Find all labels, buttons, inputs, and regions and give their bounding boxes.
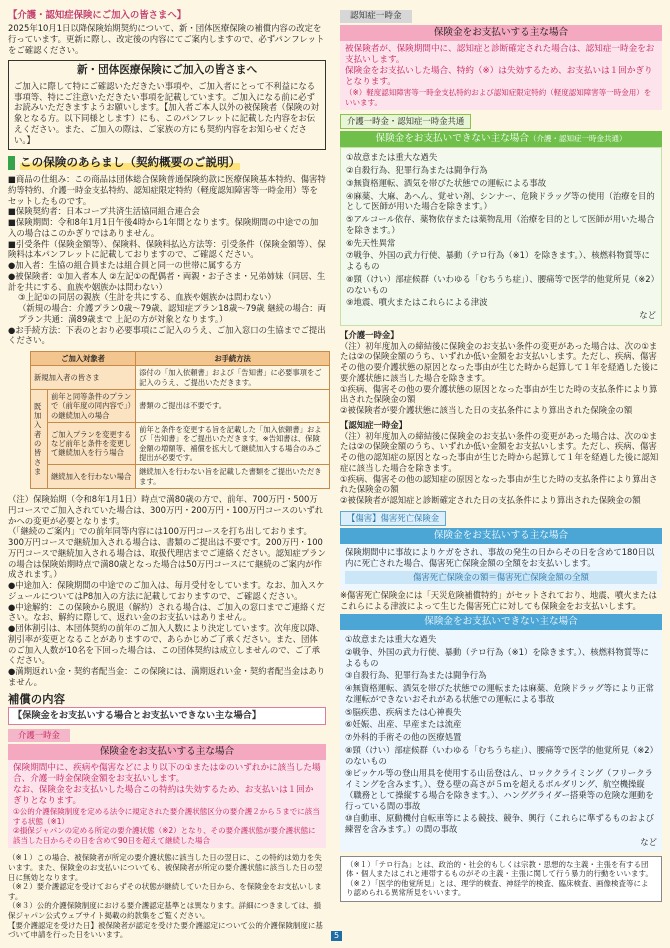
- summary-list: [8, 174, 326, 346]
- kaigo-section-title: 【介護一時金】: [340, 329, 399, 340]
- ninchi-section-item: ①疾病、傷害その他の認知症の原因となった事由が生じた時の支払条件により算出された保険金の額: [340, 473, 658, 495]
- kaigo-pay-text: ①公的介護保険制度を定める法令に規定された要介護状態区分の要介護２から５までに該当する状態（※1）: [13, 806, 320, 826]
- exclusion-item: ⑦外科的手術その他の医療処置: [345, 732, 462, 742]
- summary-item: ③上記①の同居の親族（生計を共にする、血族や姻族かは問わない）: [18, 292, 276, 303]
- kaigo-pay-bar: 保険金をお支払いする主な場合: [8, 744, 326, 760]
- ninchi-pay-text: 保険金をお支払いした場合、特約（※）は失効するため、お支払いは１回かぎりとなります。: [345, 66, 653, 88]
- exclusion-item: ④無資格運転、酒気を帯びた状態での運転または麻薬、危険ドラッグ等により正常な運転ができないおそれがある状態での運転による事故: [345, 683, 654, 704]
- shogai-formula: 傷害死亡保険金の額＝傷害死亡保険金額の全額: [345, 571, 657, 584]
- shogai-pay-bar: 保険金をお支払いする主な場合: [340, 528, 662, 544]
- note-item: （※１）この場合、被保険者が所定の要介護状態に該当した日の翌日に、この特約は効力を失います。また、保険金のお支払いについても、被保険者が所定の要介護状態に該当した日の翌日に無効となります。: [8, 853, 323, 882]
- shogai-exclusion-list: [340, 630, 662, 852]
- kaigo-label: 介護一時金: [8, 729, 70, 742]
- exclusion-item: ②自殺行為、犯罪行為または闘争行為: [346, 165, 488, 176]
- kaigo-section-item: ②被保険者が要介護状態に該当した日の支払条件により算出された保険金の額: [340, 405, 633, 416]
- ninchi-pay-note: （※）軽度認知障害等一時金支払特約および認知症限定特約（軽度認知障害等一時金用）をいいます。: [345, 88, 652, 107]
- footnote-box: [340, 856, 662, 902]
- exclusion-item: ①故意または重大な過失: [346, 152, 438, 163]
- ninchi-section-title: 【認知症一時金】: [340, 419, 407, 430]
- kaigo-pay-text: なお、保険金をお支払いした場合この特約は失効するため、お支払いは１回かぎりとなります。: [13, 784, 314, 806]
- exclusion-item: ①故意または重大な過失: [345, 634, 437, 644]
- kaigo-notes: [8, 853, 326, 939]
- table-cell: 前年と条件を変更する旨を記載した「加入依頼書」および「告知書」をご提出いただきます。※告知書は、保険金額の増額等、補償を拡大して継続加入する場合のみご提出が必要です。: [136, 423, 330, 465]
- exclusion-item: ③自殺行為、犯罪行為または闘争行為: [345, 670, 487, 681]
- coverage-title: 補償の内容: [8, 691, 65, 706]
- table-cell: 書類のご提出は不要です。: [136, 390, 330, 423]
- table-cell: 継続加入を行わない旨を記載した書類をご提出いただきます。: [136, 465, 330, 489]
- ninchi-section-item: ②被保険者が認知症と診断確定された日の支払条件により算出された保険金の額: [340, 495, 641, 506]
- exclusion-item: ⑤アルコール依存、薬物依存または薬物乱用（治療を目的として医師が用いた場合を除きます。）: [346, 214, 655, 235]
- summary-item: ●被保険者：①加入者本人 ②左記①の配偶者・両親・お子さま・兄弟姉妹（同居、生計を共にする、血族や姻族かは問わない）: [8, 270, 326, 292]
- exclusion-item: ⑨ピッケル等の登山用具を使用する山岳登はん、ロッククライミング（フリークライミングを含みます。）、登る壁の高さが５ｍを超えるボルダリング、航空機操縦（職務として操縦する場合を除きます。）、ハンググライダー搭乗等の危険な運動を行っている間の事故: [345, 768, 654, 811]
- notice-box-body: ご加入に際して特にご確認いただきたい事項や、ご加入者にとって不利益になる事項等、特にご注意いただきたい事項を記載しています。ご加入になる前に必ずお読みいただきますようお願いします。【加入者ご本人以外の被保険者（保険の対象となる方。以下同様とします）にも、このパンフレットに記載した内容をお伝えください。また、ご加入の際は、ご家族の方にも契約内容をお知らせください。】: [14, 80, 320, 145]
- kaigo-section-item: （注）初年度加入の締結後に保険金のお支払い条件の変更があった場合は、次の①または②の保険金額のうち、いずれか低い金額をお支払いします。ただし、疾病、傷害その他の要介護状態の原因となった事由が生じた時から起算して１年を経過した後に要介護状態に該当した場合を除きます。: [340, 340, 659, 383]
- note-item: ●中途加入：保険期間の中途でのご加入は、毎月受付をしています。なお、加入スケジュールについてはP8加入の方法に記載しておりますので、ご確認ください。: [8, 580, 325, 601]
- page-number: 5: [331, 931, 342, 941]
- exclusion-item: ⑧頸（けい）部症候群（いわゆる「むちうち症」）、腰痛等で医学的他覚所見（※2）のないもの: [346, 273, 655, 295]
- common-label: 介護一時金・認知症一時金共通: [340, 114, 471, 129]
- summary-item: （新規の場合：介護プラン0歳～79歳、認知症プラン18歳～79歳 継続の場合：両プラン共通：満89歳まで 上記の方が対象となります。）: [18, 303, 326, 324]
- table-side-label: 既加入者の皆さま: [31, 390, 48, 489]
- shogai-pay-box: [340, 544, 662, 590]
- coverage-subtitle: 【保険金をお支払いする場合とお支払いできない主な場合】: [8, 707, 326, 725]
- table-header: お手続方法: [136, 352, 330, 366]
- ninchi-label: 認知症一時金: [340, 10, 412, 23]
- right-column: [340, 10, 662, 902]
- summary-item: ■引受条件（保険金額等）、保険料、保険料払込方法等：引受条件（保険金額等）、保険料は本パンフレットに記載しておりますので、ご確認ください。: [8, 238, 326, 260]
- exclusion-tail: など: [639, 310, 656, 321]
- summary-heading: この保険のあらまし（契約概要のご説明）: [8, 155, 326, 170]
- exclusion-item: ⑥妊娠、出産、早産または流産: [345, 719, 462, 730]
- footnote-item: （※１）「テロ行為」とは、政治的・社会的もしくは宗教・思想的な主義・主張を有する団体・個人またはこれと連帯するものがその主義・主張に関して行う暴力的行動をいいます。: [346, 859, 653, 879]
- table-cell: ご加入プランを変更するなど前年と条件を変更して継続加入を行う場合: [48, 423, 136, 465]
- summary-item: ■保険契約者：日本コープ共済生活協同組合連合会: [8, 206, 200, 217]
- ninchi-section-item: （注）初年度加入の締結後に保険金のお支払い条件の変更があった場合は、次の①または②の保険金額のうち、いずれか低い金額をお支払いします。ただし、疾病、傷害その他の認知症の原因となった事由が生じた時から起算して１年を経過した後に認知症に該当した場合を除きます。: [340, 430, 659, 473]
- table-cell: 継続加入を行わない場合: [48, 465, 136, 489]
- procedure-table: [30, 351, 330, 489]
- table-cell: 前年と同等条件のプランで（前年度の同内容で」）の継続加入の場合: [48, 390, 136, 423]
- ninchi-pay-bar: 保険金をお支払いする主な場合: [340, 25, 662, 41]
- contract-notes: [8, 494, 326, 688]
- notice-intro: 2025年10月1日以降保険始期契約について、新・団体医療保険の補償内容の改定を行っています。更新に際し、改定後の内容にてご案内しますので、必ずパンフレットをご確認ください。: [8, 23, 325, 55]
- exclusion-item: ⑧頸（けい）部症候群（いわゆる「むちうち症」）、腰痛等で医学的他覚所見（※2）のないもの: [345, 744, 654, 766]
- note-item: （※３）公的介護保険制度における要介護認定基準とは異なります。詳細につきましては、損保ジャパン公式ウェブサイト掲載の約款集をご覧ください。: [8, 901, 322, 920]
- kaigo-pay-text: ②損保ジャパンの定める所定の要介護状態（※2）となり、その要介護状態が要介護状態に該当した日からその日を含めて90日を超えて継続した場合: [13, 826, 316, 845]
- note-item: 【要介護認定を受けた日】被保険者が認定を受けた要介護認定について公的介護保険制度に基づいて申請を行った日をいいます。: [8, 920, 323, 940]
- note-item: ●満期返れい金・契約者配当金：この保険には、満期返れい金・契約者配当金はありません。: [8, 666, 326, 687]
- notice-header: 【介護・認知症保険にご加入の皆さまへ】: [8, 10, 187, 21]
- note-item: （「継続のご案内」での前年同等内容には100万円コースを打ち出しております。300万円コースで継続加入される場合は、書類のご提出は不要です。200万円・100万円コースで継続加入される場合は、取扱代理店までご連絡ください。認知症プランの場合は保険始期時点で満80歳となった場合は50万円コースにて継続のご案内が作成されます。）: [8, 526, 326, 580]
- shogai-pay-text: 保険期間中に事故によりケガをされ、事故の発生の日からその日を含めて180日以内に死亡された場合、傷害死亡保険金額の全額をお支払いします。: [345, 546, 655, 568]
- left-column: [8, 10, 326, 940]
- heading-bar: [8, 156, 15, 170]
- note-item: ●中途解約：この保険から脱退（解約）される場合は、ご加入の窓口までご連絡ください。なお、解約に際して、返れい金のお支払いはありません。: [8, 601, 326, 623]
- summary-item: ●お手続方法：下表のとおり必要事項にご記入のうえ、ご加入窓口の生協までご提出ください。: [8, 324, 326, 346]
- footnote-item: （※２）「医学的他覚所見」とは、理学的検査、神経学的検査、臨床検査、画像検査等により認められる異常所見をいいます。: [346, 878, 649, 898]
- exclusion-tail: など: [640, 836, 657, 847]
- shogai-label: 【傷害】傷害死亡保険金: [340, 511, 446, 526]
- important-notice-box: [8, 60, 326, 150]
- summary-item: ■商品の仕組み：この商品は団体総合保険普通保険約款に医療保険基本特約、傷害特約等特約、介護一時金支払特約、認知症限定特約（軽度認知障害等一時金用）等をセットしたものです。: [8, 174, 326, 206]
- kaigo-section-item: ①疾病、傷害その他の要介護状態の原因となった事由が生じた時の支払条件により算出された保険金の額: [340, 383, 658, 405]
- exclusion-item: ⑤脳疾患、疾病または心神喪失: [345, 706, 462, 717]
- ninchi-pay-text: 被保険者が、保険期間中に、認知症と診断確定された場合は、認知症一時金をお支払いします。: [345, 44, 655, 66]
- exclusion-item: ②戦争、外国の武力行使、暴動（テロ行為（※1）を除きます。）、核燃料物質等によるもの: [345, 646, 649, 668]
- table-cell: 新規加入者の皆さま: [31, 366, 136, 390]
- shogai-exclusion-bar: 保険金をお支払いできない主な場合: [340, 614, 662, 630]
- note-item: （※２）要介護認定を受けておらずその状態が継続していた日から、を保険金をお支払いします。: [8, 882, 322, 901]
- exclusion-item: ⑨地震、噴火またはこれらによる津波: [346, 297, 488, 308]
- common-exclusion-bar: 保険金をお支払いできない主な場合（介護・認知症一時金共通）: [340, 131, 662, 147]
- kaigo-pay-text: 保険期間中に、疾病や傷害などにより以下の①または②のいずれかに該当した場合、介護一時金保険金額をお支払いします。: [13, 762, 321, 784]
- kaigo-pay-box: [8, 760, 326, 848]
- exclusion-item: ⑥先天性異常: [346, 237, 396, 248]
- table-header: ご加入対象者: [31, 352, 136, 366]
- shogai-note: ※傷害死亡保険金には「天災危険補償特約」がセットされており、地震、噴火またはこれらによる津波によって生じた傷害死亡に対しても保険金をお支払いします。: [340, 590, 657, 611]
- note-item: ●団体割引は、本団体契約の前年のご加入人数により決定しています。次年度以降、割引率が変更となることがありますので、あらかじめご了承ください。また、団体のご加入人数が10名を下回った場合は、この団体契約は成立しませんので、ご了承ください。: [8, 623, 325, 666]
- exclusion-item: ④麻薬、大麻、あへん、覚せい剤、シンナー、危険ドラッグ等の使用（治療を目的として医師が用いた場合を除きます。）: [346, 190, 655, 212]
- ninchi-pay-box: [340, 41, 662, 110]
- summary-item: ●加入者：生協の組合員または組合員と同一の世帯に属する方: [8, 260, 242, 271]
- table-cell: 添付の「加入依頼書」および「告知書」に必要事項をご記入のうえ、ご提出いただきます。: [136, 366, 330, 390]
- common-exclusion-list: [340, 147, 662, 326]
- exclusion-item: ⑦戦争、外国の武力行使、暴動（テロ行為（※1）を除きます。）、核燃料物質等によるもの: [346, 250, 650, 272]
- exclusion-item: ③無資格運転、酒気を帯びた状態での運転による事故: [346, 177, 547, 188]
- exclusion-item: ⑩自動車、原動機付自転車等による競技、競争、興行（これらに準ずるものおよび練習を含みます。）の間の事故: [345, 813, 655, 834]
- note-item: （注）保険始期（令和8年1月1日）時点で満80歳の方で、前年、700万円・500万円コースでご加入されていた場合は、300万円・200万円・100万円コースのいずれかへの変更が必要となります。: [8, 494, 324, 526]
- summary-item: ■保険期間：令和8年1月1日午後4時から1年間となります。保険期間の中途での加入の場合はこのかぎりではありません。: [8, 217, 319, 238]
- notice-box-title: 新・団体医療保険にご加入の皆さまへ: [76, 64, 258, 77]
